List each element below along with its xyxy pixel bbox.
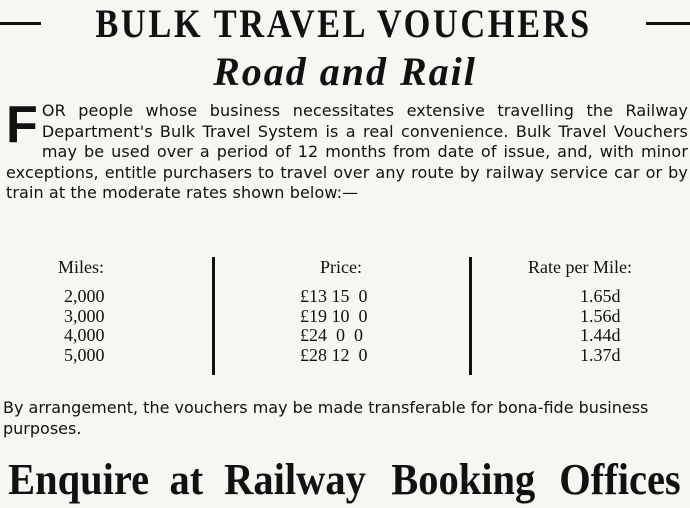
miles-cell: 3,000: [64, 305, 105, 326]
column-divider: [212, 257, 215, 375]
miles-column: [58, 255, 178, 365]
miles-header: Miles:: [58, 257, 105, 277]
rate-header: Rate per Mile:: [528, 257, 632, 277]
price-column: [300, 255, 440, 365]
miles-cell: 5,000: [64, 344, 105, 365]
miles-cell: 4,000: [64, 325, 105, 345]
cta-word: Railway: [223, 454, 366, 504]
headline-row: [0, 0, 690, 46]
cta-word: Booking: [390, 454, 535, 504]
price-header: Price:: [320, 257, 362, 277]
rates-table: [0, 255, 690, 375]
column-divider: [469, 257, 472, 375]
call-to-action: [0, 450, 690, 508]
drop-cap: F: [6, 96, 38, 154]
price-cell: £19 10 0: [300, 305, 368, 326]
miles-cell: 2,000: [64, 286, 105, 306]
headline-rule-left: [0, 22, 41, 25]
intro-text: OR people whose business necessitates extensive travelling the Railway Department's Bulk Travel System is a real convenience. Bulk Travel Vouchers may be used over a period of 12 months from date of issue, and, with minor exceptions, entitle purchasers to travel over any route by railway service car or by train at the moderate rates shown below:—: [6, 101, 688, 203]
price-cell: £24 0 0: [300, 325, 363, 345]
rate-cell: 1.65d: [580, 286, 621, 306]
rate-cell: 1.56d: [580, 305, 621, 326]
cta-word: Enquire: [8, 454, 150, 504]
headline: BULK TRAVEL VOUCHERS: [95, 0, 592, 46]
intro-paragraph: [6, 96, 688, 204]
rate-column: [500, 255, 680, 365]
subheadline: Road and Rail: [213, 49, 477, 94]
price-cell: £13 15 0: [300, 286, 368, 306]
rate-cell: 1.37d: [580, 344, 621, 365]
price-cell: £28 12 0: [300, 344, 368, 365]
cta-word: Offices: [559, 454, 681, 504]
cta-word: at: [169, 454, 204, 504]
rate-cell: 1.44d: [580, 325, 621, 345]
footnote: By arrangement, the vouchers may be made transferable for bona-fide business purposes.: [3, 398, 649, 438]
headline-rule-right: [646, 22, 690, 25]
